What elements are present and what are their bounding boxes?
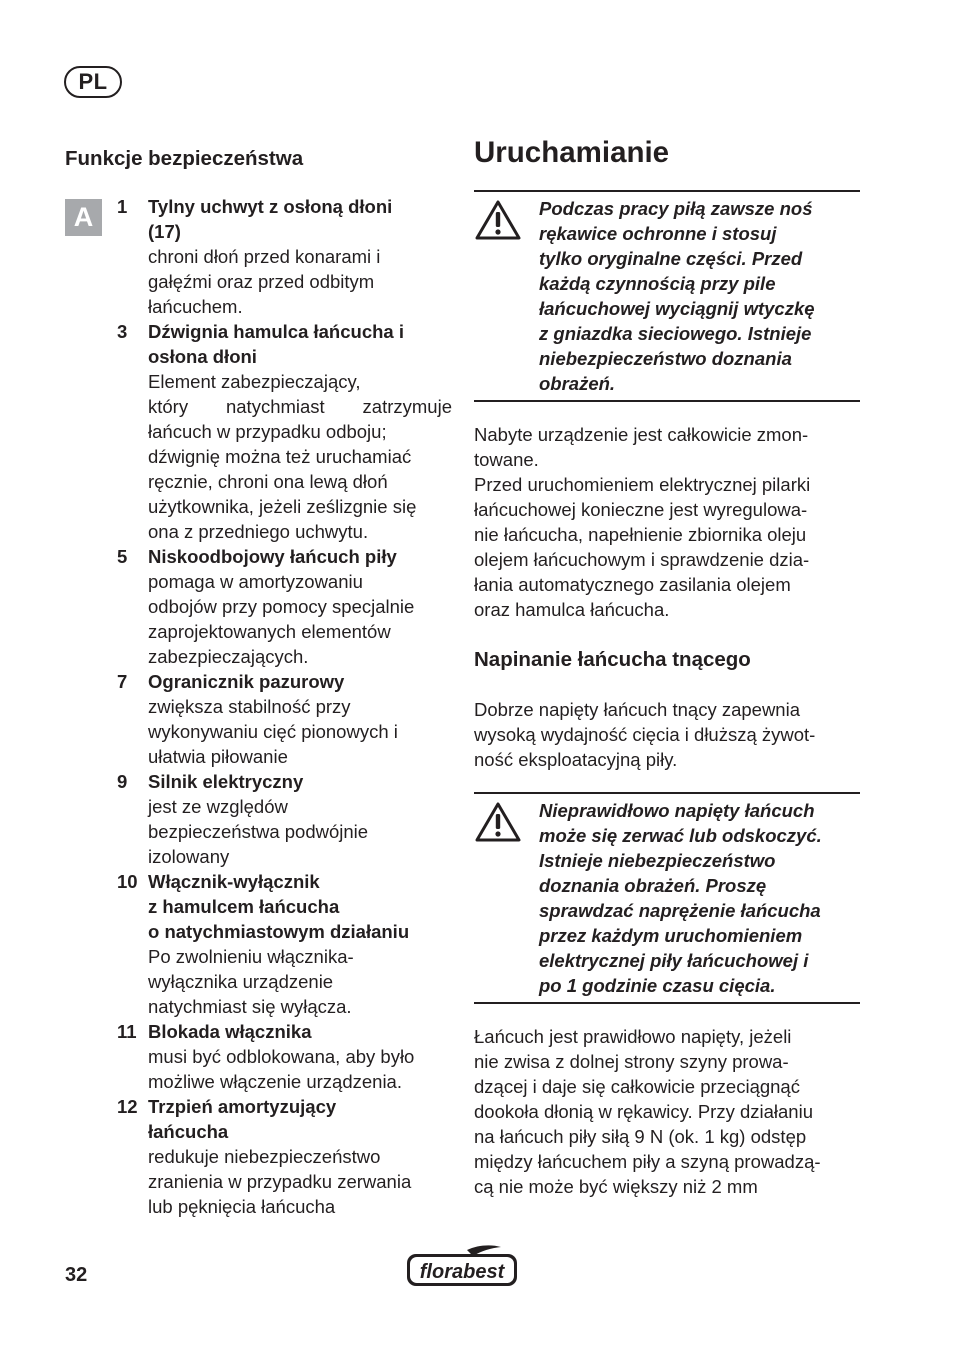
feature-list (117, 194, 452, 1219)
tension-check-paragraph: Łańcuch jest prawidłowo napięty, jeżeli nie zwisa z dolnej strony szyny prowa- dzącej i daje się całkowicie przeciągnąć dookoła dłonią w rękawicy. Przy działaniu na łańcuch piły siłą 9 N (ok. 1 kg) odstęp między łańcuchem piły a szyną prowadzą- cą nie może być większy niż 2 mm (474, 1026, 821, 1197)
feature-desc-line: ona z przedniego uchwytu. (148, 521, 369, 542)
feature-desc-line: zwiększa stabilność przy (148, 696, 351, 717)
feature-title-line: Silnik elektryczny (148, 771, 304, 792)
feature-number: 10 (117, 871, 138, 892)
warning-icon (474, 798, 539, 998)
feature-desc-line: zaprojektowanych elementów (148, 621, 391, 642)
feature-desc-line: odbojów przy pomocy specjalnie (148, 596, 415, 617)
feature-desc-line: ułatwia piłowanie (148, 746, 288, 767)
feature-number: 5 (117, 546, 128, 567)
feature-desc-line: wyłącznika urządzenie (148, 971, 334, 992)
feature-item (117, 769, 452, 869)
feature-desc-line: pomaga w amortyzowaniu (148, 571, 363, 592)
feature-desc-line: dźwignię można też uruchamiać (148, 446, 412, 467)
florabest-logo (405, 1244, 521, 1290)
feature-desc-line: Element zabezpieczający, (148, 371, 361, 392)
warning-text: Podczas pracy piłą zawsze noś rękawice ochronne i stosuj tylko oryginalne części. Przed każdą czynnością przy pile łańcuchowej wyciągnij wtyczkę z gniazdka sieciowego. Istnieje niebezpieczeństwo doznania obrażeń. (539, 198, 815, 394)
feature-number: 11 (117, 1021, 137, 1042)
feature-desc-line: gałęźmi oraz przed odbitym (148, 271, 375, 292)
feature-title-line: Dźwignia hamulca łańcucha i (148, 321, 404, 342)
section-marker: A (65, 199, 102, 236)
feature-desc-line: Po zwolnieniu włącznika- (148, 946, 354, 967)
left-column (65, 140, 450, 171)
feature-desc-line: musi być odblokowana, aby było (148, 1046, 415, 1067)
feature-title-line: o natychmiastowym działaniu (148, 921, 410, 942)
feature-title-line: z hamulcem łańcucha (148, 896, 340, 917)
feature-item (117, 669, 452, 769)
feature-item (117, 319, 452, 544)
feature-desc-line: wykonywaniu cięć pionowych i (148, 721, 398, 742)
feature-desc-line: użytkownika, jeżeli ześlizgnie się (148, 496, 417, 517)
feature-number: 9 (117, 771, 128, 792)
feature-desc-line: izolowany (148, 846, 230, 867)
feature-desc-line: który natychmiast zatrzymuje (148, 396, 452, 417)
feature-number: 1 (117, 196, 128, 217)
subsection-heading: Napinanie łańcucha tnącego (474, 648, 751, 671)
feature-item (117, 194, 452, 319)
warning-text: Nieprawidłowo napięty łańcuch może się zerwać lub odskoczyć. Istnieje niebezpieczeństwo doznania obrażeń. Proszę sprawdzać naprężenie łańcucha przez każdym uruchomieniem elektrycznej piły łańcuchowej i po 1 godzinie czasu cięcia. (539, 800, 822, 996)
logo-text: florabest (419, 1261, 505, 1283)
feature-desc-line: bezpieczeństwa podwójnie (148, 821, 369, 842)
feature-title-line: Trzpień amortyzujący (148, 1096, 337, 1117)
feature-number: 7 (117, 671, 128, 692)
feature-item (117, 544, 452, 669)
feature-item (117, 1019, 452, 1094)
feature-item (117, 869, 452, 1019)
feature-desc-line: chroni dłoń przed konarami i (148, 246, 381, 267)
feature-desc-line: łańcuchem. (148, 296, 243, 317)
intro-paragraph: Nabyte urządzenie jest całkowicie zmon- towane. Przed uruchomieniem elektrycznej pilarki łańcuchowej konieczne jest wyregulowa- nie łańcucha, napełnienie zbiornika oleju olejem łańcuchowym i sprawdzenie dzia- łania automatycznego zasilania olejem oraz hamulca łańcucha. (474, 424, 811, 620)
feature-desc-line: zabezpieczających. (148, 646, 309, 667)
feature-desc-line: ręcznie, chroni ona lewą dłoń (148, 471, 388, 492)
feature-title-line: (17) (148, 221, 181, 242)
feature-item (117, 1094, 452, 1219)
language-badge: PL (64, 66, 122, 98)
section-heading: Funkcje bezpieczeństwa (65, 147, 304, 170)
feature-desc-line: redukuje niebezpieczeństwo (148, 1146, 381, 1167)
feature-number: 3 (117, 321, 128, 342)
feature-desc-line: natychmiast się wyłącza. (148, 996, 352, 1017)
feature-desc-line: jest ze względów (148, 796, 288, 817)
feature-title-line: Niskoodbojowy łańcuch piły (148, 546, 397, 567)
page-number: 32 (65, 1264, 88, 1286)
right-column (474, 134, 860, 1199)
feature-title-line: osłona dłoni (148, 346, 257, 367)
tension-paragraph: Dobrze napięty łańcuch tnący zapewnia wysoką wydajność cięcia i dłuższą żywot- ność eksploatacyjną piły. (474, 699, 816, 770)
feature-desc-line: łańcuch w przypadku odboju; (148, 421, 387, 442)
feature-title-line: łańcucha (148, 1121, 229, 1142)
feature-desc-line: zranienia w przypadku zerwania (148, 1171, 412, 1192)
feature-title-line: Tylny uchwyt z osłoną dłoni (148, 196, 393, 217)
feature-desc-line: lub pęknięcia łańcucha (148, 1196, 336, 1217)
feature-title-line: Blokada włącznika (148, 1021, 312, 1042)
warning-icon (474, 196, 539, 396)
warning-box (474, 792, 860, 1004)
feature-title-line: Ogranicznik pazurowy (148, 671, 345, 692)
feature-number: 12 (117, 1096, 138, 1117)
warning-box (474, 190, 860, 402)
feature-desc-line: możliwe włączenie urządzenia. (148, 1071, 402, 1092)
feature-title-line: Włącznik-wyłącznik (148, 871, 320, 892)
page-title: Uruchamianie (474, 136, 670, 169)
